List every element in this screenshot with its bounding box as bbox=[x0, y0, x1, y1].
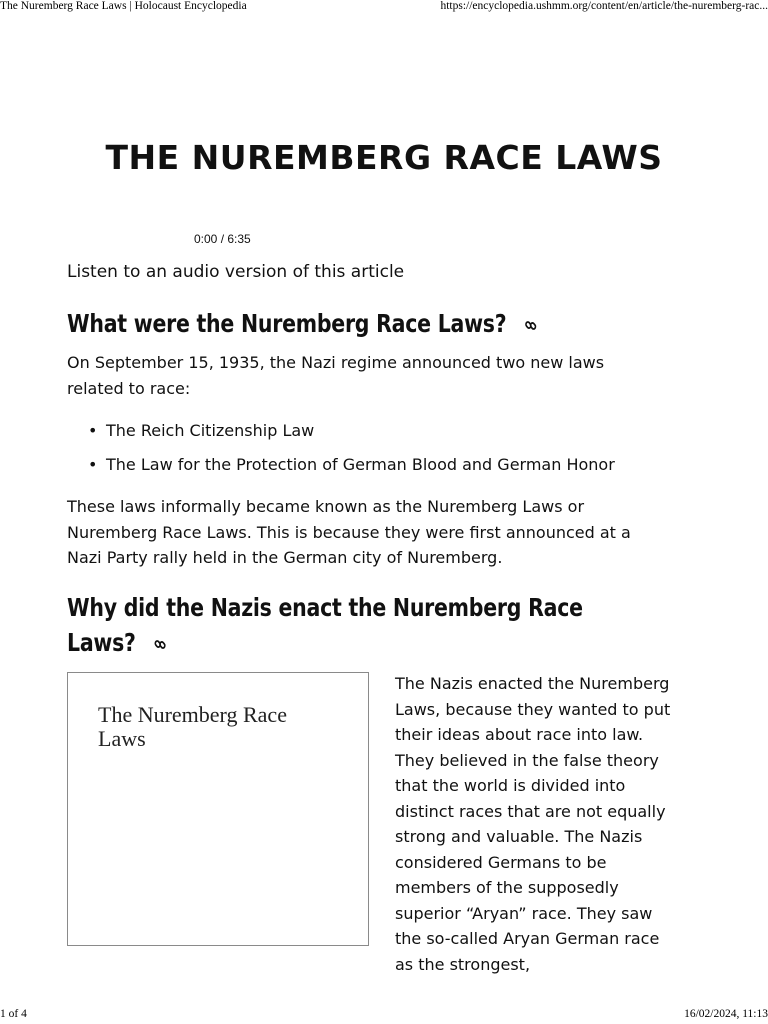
link-icon[interactable] bbox=[154, 637, 166, 652]
print-footer bbox=[0, 1008, 768, 1024]
laws-list bbox=[88, 418, 615, 486]
print-timestamp: 16/02/2024, 11:13 bbox=[684, 1008, 768, 1020]
audio-player-time[interactable]: 0:00 / 6:35 bbox=[194, 232, 251, 246]
section-heading-why-line1: Why did the Nazis enact the Nuremberg Race bbox=[67, 593, 583, 622]
audio-caption: Listen to an audio version of this article bbox=[67, 262, 405, 282]
figure-title: The Nuremberg Race Laws bbox=[98, 702, 287, 751]
section-heading-why-line2: Laws? bbox=[67, 628, 136, 657]
page-number: 1 of 4 bbox=[0, 1008, 27, 1020]
section-heading-what bbox=[67, 306, 537, 341]
section1-intro: On September 15, 1935, the Nazi regime announced two new laws related to race: bbox=[67, 353, 605, 398]
list-item: • The Law for the Protection of German Blood and German Honor bbox=[88, 452, 615, 486]
list-item: • The Reich Citizenship Law bbox=[88, 418, 615, 452]
link-icon[interactable] bbox=[525, 318, 537, 333]
section1-paragraph: These laws informally became known as the Nuremberg Laws or Nuremberg Race Laws. This is because they were first announced at a Nazi Party rally held in the German city of Nuremberg. bbox=[67, 497, 631, 567]
print-header bbox=[0, 0, 768, 16]
section-heading-what-text: What were the Nuremberg Race Laws? bbox=[67, 309, 507, 338]
article-title: THE NUREMBERG RACE LAWS bbox=[105, 138, 663, 178]
print-url: https://encyclopedia.ushmm.org/content/en/article/the-nuremberg-rac... bbox=[440, 0, 768, 12]
section-heading-why bbox=[67, 590, 583, 660]
section2-paragraph: The Nazis enacted the Nuremberg Laws, because they wanted to put their ideas about race into law. They believed in the false theory that the world is divided into distinct races that are not equally strong and valuable. The Nazis considered Germans to be members of the supposedly superior “Aryan” race. They saw the so-called Aryan German race as the strongest, bbox=[395, 674, 671, 974]
print-page-title: The Nuremberg Race Laws | Holocaust Encyclopedia bbox=[0, 0, 247, 12]
video-figure[interactable] bbox=[67, 672, 369, 946]
